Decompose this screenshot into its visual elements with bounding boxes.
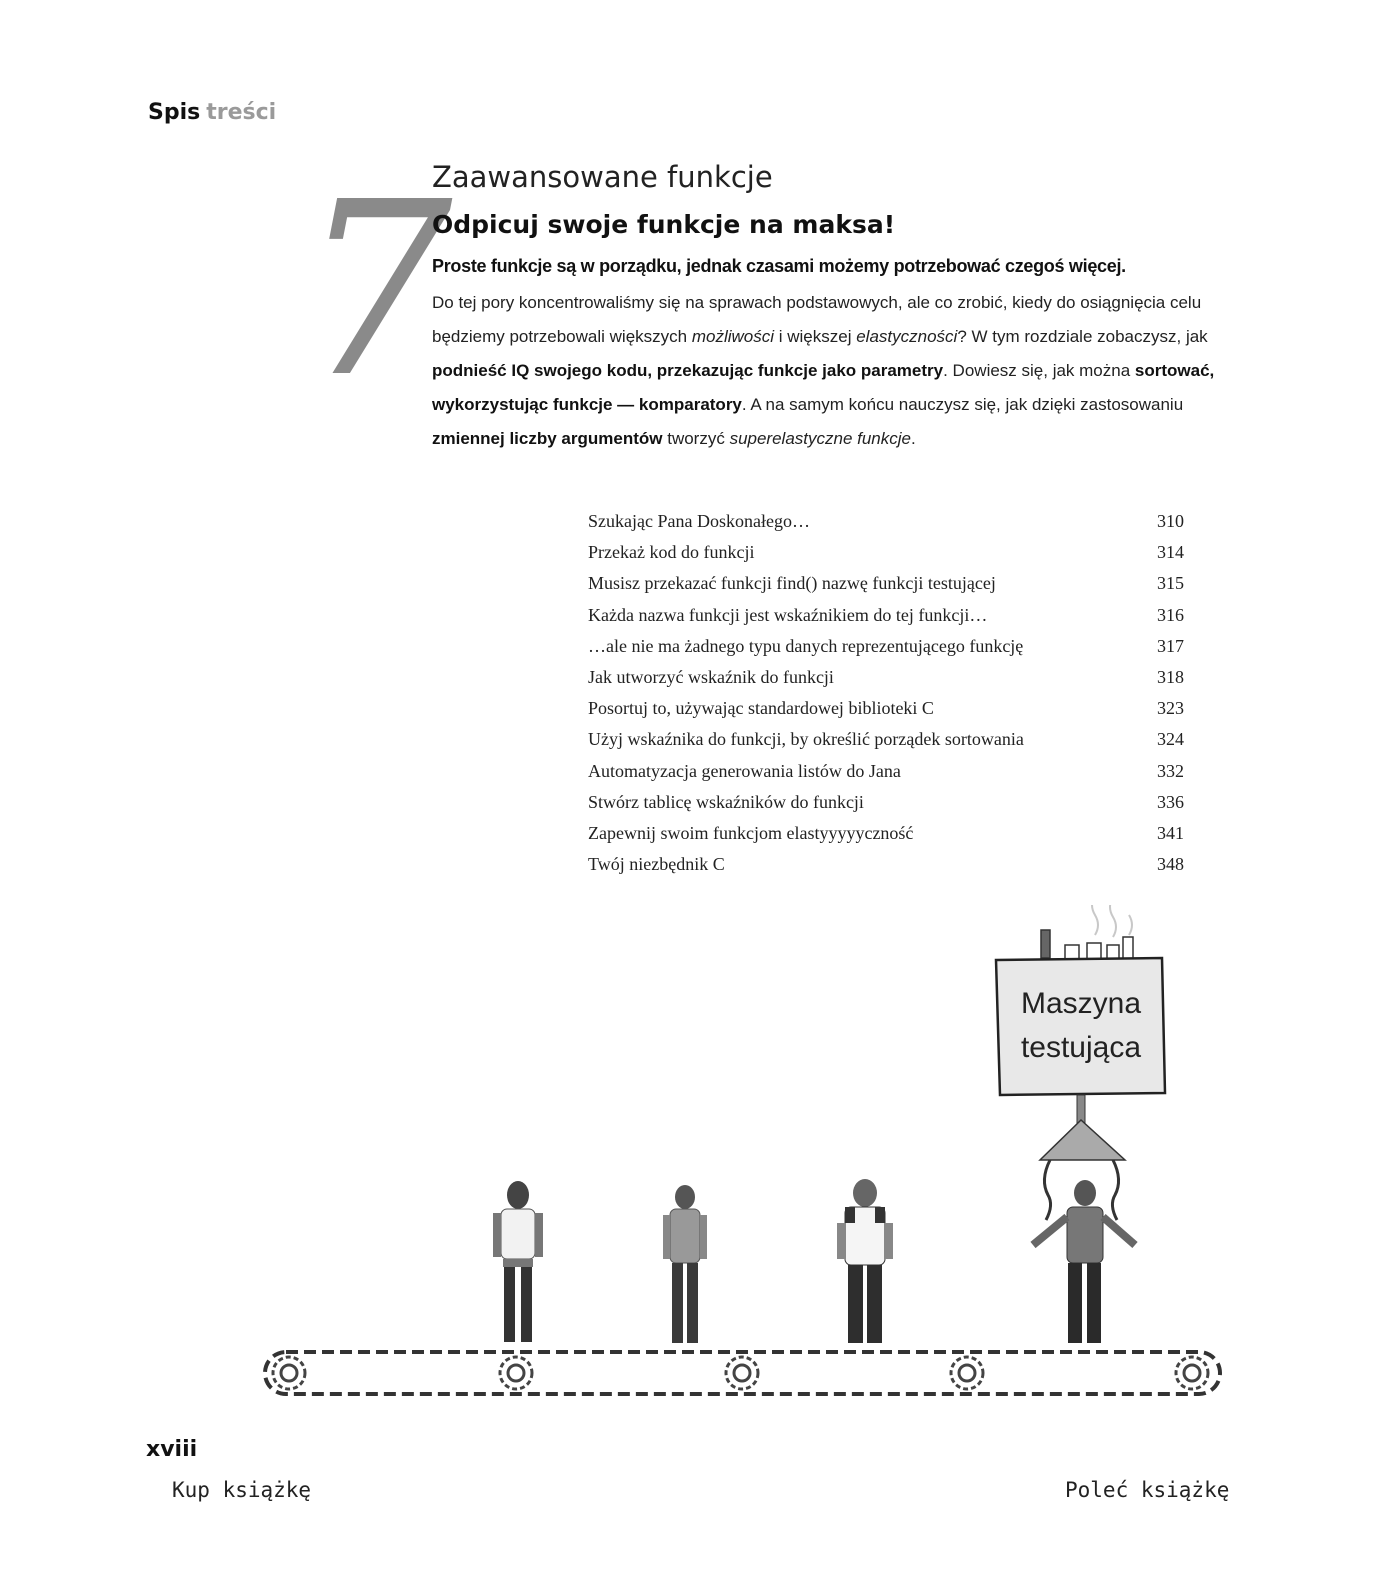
toc-entry-title: Musisz przekazać funkcji find() nazwę funkcji testującej (588, 573, 996, 594)
toc-entry-title: …ale nie ma żadnego typu danych reprezentującego funkcję (588, 635, 1024, 656)
page-number: xviii (146, 1437, 198, 1462)
toc-entry-title: Twój niezbędnik C (588, 854, 725, 875)
machine-funnel (1040, 1120, 1125, 1160)
toc-entry-title: Użyj wskaźnika do funkcji, by określić porządek sortowania (588, 729, 1024, 750)
toc-entry-page: 318 (1157, 666, 1184, 687)
toc-entry-title: Zapewnij swoim funkcjom elastyyyyyczność (588, 822, 914, 843)
sign-line-1: Maszyna (1020, 987, 1142, 1020)
smoke-icon (1092, 905, 1132, 937)
table-of-contents (588, 507, 1184, 881)
toc-entry-title: Szukając Pana Doskonałego… (588, 511, 810, 531)
desc-text: i większej (774, 327, 857, 346)
toc-entry[interactable] (588, 663, 1184, 694)
desc-text: . Dowiesz się, jak można (943, 361, 1135, 380)
desc-strong: sortować, wykorzystując funkcje — komparatory (432, 361, 1215, 414)
toc-entry-title: Jak utworzyć wskaźnik do funkcji (588, 666, 834, 687)
toc-entry[interactable] (588, 850, 1184, 881)
person-3 (837, 1179, 893, 1343)
toc-entry-page: 341 (1157, 822, 1184, 843)
toc-entry-page: 332 (1157, 760, 1184, 781)
person-2 (663, 1185, 707, 1343)
machine-sign (996, 958, 1165, 1095)
desc-text: Do tej pory koncentrowaliśmy się na sprawach podstawowych, ale co zrobić, kiedy do osiągnięcia celu będziemy potrzebowali większych (432, 293, 1202, 346)
toc-entry[interactable] (588, 507, 1184, 538)
chapter-lead: Proste funkcje są w porządku, jednak czasami możemy potrzebować czegoś więcej. (432, 256, 1126, 276)
header-label-accent: treści (206, 100, 277, 125)
person-4 (1033, 1180, 1135, 1343)
desc-text: . A na samym końcu nauczysz się, jak dzięki zastosowaniu (741, 395, 1184, 414)
desc-emphasis: możliwości (691, 327, 775, 346)
buy-book-link[interactable]: Kup książkę (172, 1478, 312, 1502)
toc-entry-page: 310 (1157, 511, 1184, 531)
header-label: Spis (148, 100, 201, 125)
toc-entry-page: 324 (1157, 729, 1184, 750)
chapter-title: Zaawansowane funkcje (432, 160, 773, 194)
toc-entry-page: 316 (1157, 604, 1184, 625)
testing-machine-illustration (255, 905, 1235, 1405)
running-header (148, 100, 276, 125)
toc-entry[interactable] (588, 538, 1184, 569)
desc-text: tworzyć (662, 429, 730, 448)
toc-entry-page: 336 (1157, 791, 1184, 812)
toc-entry-title: Każda nazwa funkcji jest wskaźnikiem do tej funkcji… (588, 604, 988, 625)
chapter-subtitle: Odpicuj swoje funkcje na maksa! (432, 210, 896, 239)
toc-entry-title: Automatyzacja generowania listów do Jana (588, 760, 901, 781)
desc-strong: zmiennej liczby argumentów (432, 429, 663, 448)
desc-emphasis: superelastyczne funkcje (729, 429, 911, 448)
toc-entry[interactable] (588, 694, 1184, 725)
toc-entry-title: Przekaż kod do funkcji (588, 542, 755, 563)
toc-entry-title: Stwórz tablicę wskaźników do funkcji (588, 791, 864, 812)
toc-entry[interactable] (588, 601, 1184, 632)
conveyor-gears (273, 1357, 1208, 1389)
recommend-book-link[interactable]: Poleć książkę (1065, 1478, 1230, 1502)
toc-entry-title: Posortuj to, używając standardowej biblioteki C (588, 698, 934, 719)
toc-entry-page: 314 (1157, 542, 1184, 563)
toc-entry[interactable] (588, 569, 1184, 600)
toc-entry[interactable] (588, 788, 1184, 819)
toc-entry-page: 317 (1157, 635, 1184, 656)
toc-entry-page: 315 (1157, 573, 1184, 594)
toc-entry[interactable] (588, 757, 1184, 788)
toc-entry[interactable] (588, 632, 1184, 663)
toc-entry[interactable] (588, 725, 1184, 756)
toc-entry-page: 348 (1157, 854, 1184, 875)
desc-strong: podnieść IQ swojego kodu, przekazując funkcje jako parametry (432, 361, 944, 380)
chapter-description (432, 286, 1222, 456)
desc-text: . (911, 429, 916, 448)
sign-line-2: testująca (1020, 1031, 1142, 1064)
toc-entry-page: 323 (1157, 698, 1184, 719)
chimneys (1041, 930, 1133, 959)
desc-emphasis: elastyczności (856, 327, 958, 346)
chapter-number: 7 (300, 150, 453, 430)
person-1 (493, 1181, 543, 1342)
desc-text: ? W tym rozdziale zobaczysz, jak (957, 327, 1208, 346)
toc-entry[interactable] (588, 819, 1184, 850)
